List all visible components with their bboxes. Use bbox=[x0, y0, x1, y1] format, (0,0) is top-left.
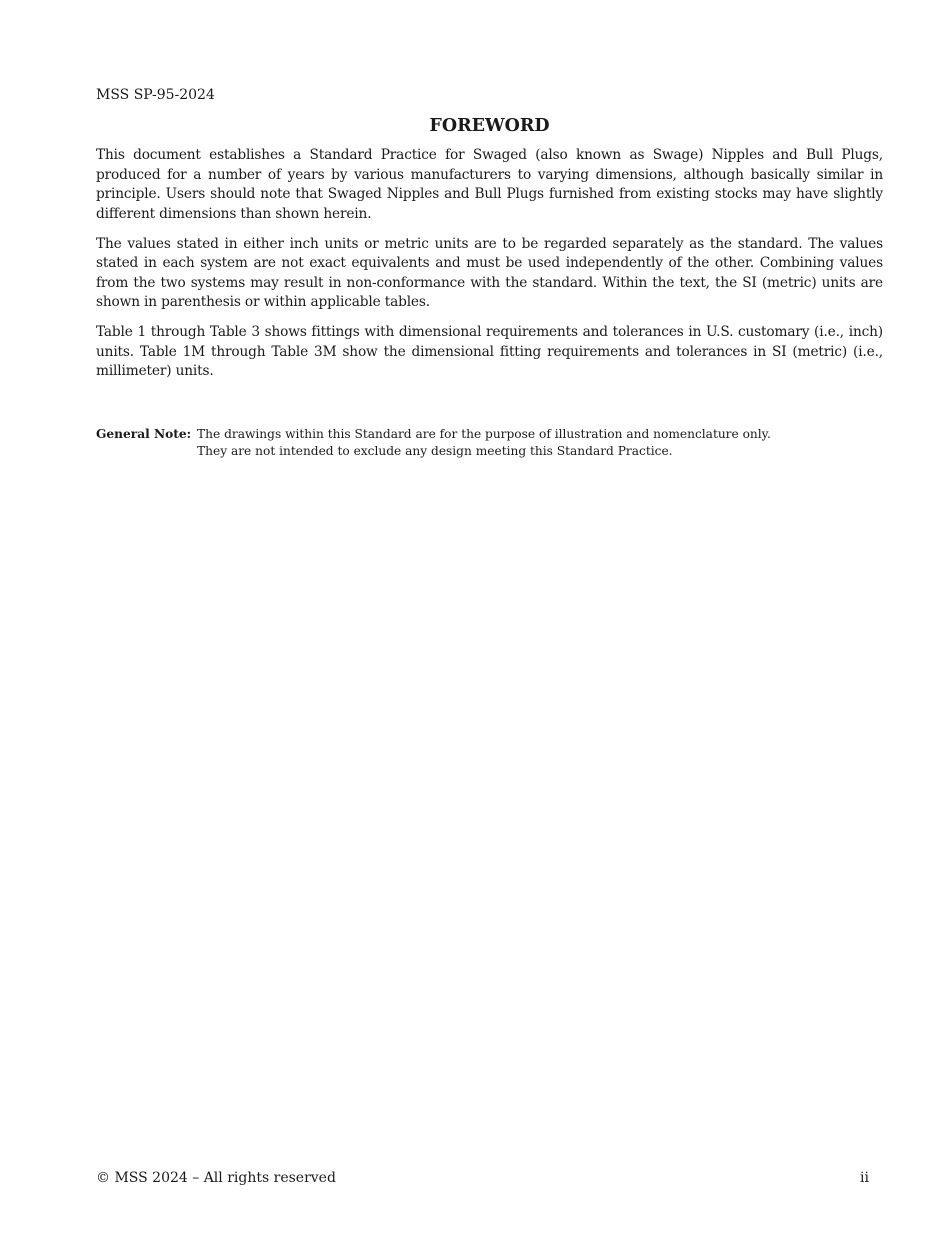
general-note-line: They are not intended to exclude any design meeting this Standard Practice. bbox=[197, 444, 673, 458]
general-note-label: General Note: bbox=[96, 427, 192, 441]
paragraph-units: The values stated in either inch units or metric units are to be regarded separately as the standard. The values stated in each system are not exact equivalents and must be used independently of the other. Combining values from the two systems may result in non-conformance with the standard. Within the text, the SI (metric) units are shown in parenthesis or within applicable tables. bbox=[96, 235, 883, 310]
footer-copyright: © MSS 2024 – All rights reserved bbox=[96, 1170, 336, 1186]
page-title: FOREWORD bbox=[429, 116, 550, 136]
general-note-line: The drawings within this Standard are for the purpose of illustration and nomenclature only. bbox=[197, 427, 771, 441]
document-id: MSS SP-95-2024 bbox=[96, 87, 215, 103]
foreword-body bbox=[96, 146, 883, 392]
paragraph-tables: Table 1 through Table 3 shows fittings with dimensional requirements and tolerances in U.S. customary (i.e., inch) units. Table 1M through Table 3M show the dimensional fitting requirements and tolerances in SI (metric) (i.e., millimeter) units. bbox=[96, 324, 883, 379]
footer-page-number: ii bbox=[860, 1170, 869, 1186]
general-note bbox=[96, 426, 896, 460]
general-note-text bbox=[197, 426, 896, 460]
paragraph-intro: This document establishes a Standard Practice for Swaged (also known as Swage) Nipples and Bull Plugs, produced for a number of years by various manufacturers to varying dimensions, although basically similar in principle. Users should note that Swaged Nipples and Bull Plugs furnished from existing stocks may have slightly different dimensions than shown herein. bbox=[96, 147, 883, 222]
